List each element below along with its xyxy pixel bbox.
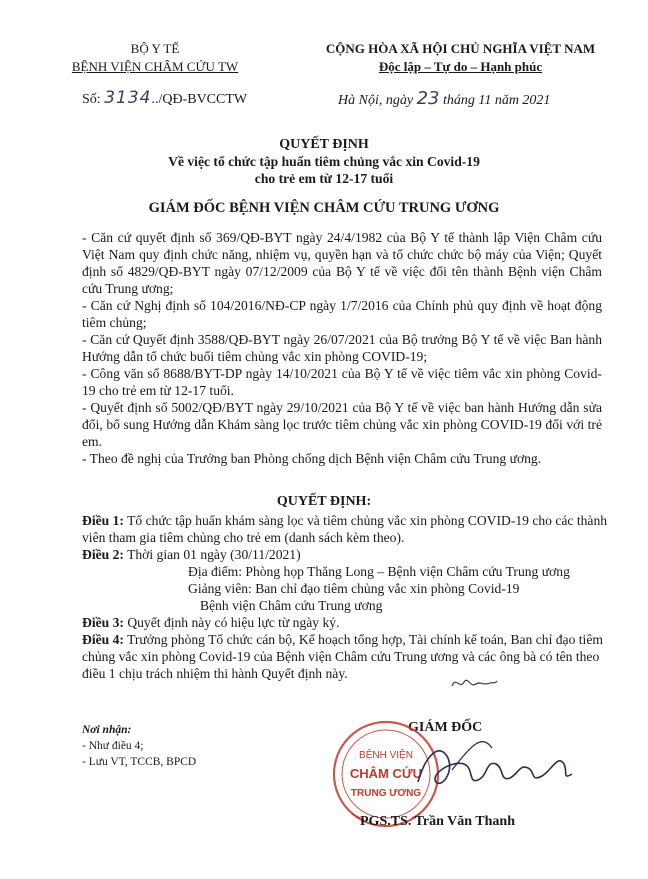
hospital-name: BỆNH VIỆN CHÂM CỨU TW: [71, 59, 239, 74]
handwritten-day: 23: [416, 88, 440, 109]
article-2-lecturer-org: Bệnh viện Châm cứu Trung ương: [200, 598, 383, 613]
article-2-place: Địa điểm: Phòng họp Thăng Long – Bệnh viện Châm cứu Trung ương: [188, 564, 570, 579]
motto: Độc lập – Tự do – Hạnh phúc: [378, 59, 543, 74]
recipient-item: - Như điều 4;: [82, 740, 144, 752]
handwritten-signature: [412, 724, 582, 804]
signer-title: GIÁM ĐỐC: [408, 720, 483, 735]
document-number: Số: 3134../QĐ-BVCCTW: [82, 88, 248, 108]
article-1: Điều 1: Tổ chức tập huấn khám sàng lọc và tiêm chủng vắc xin phòng COVID-19 cho các thành viên tham gia tiêm chủng cho trẻ em (danh sách kèm theo).: [82, 513, 608, 545]
recipients-label: Nơi nhận:: [82, 724, 132, 736]
initials-signature: [450, 674, 498, 692]
ministry-name: BỘ Y TẾ: [130, 41, 180, 56]
nation-block: [298, 40, 623, 76]
articles: [82, 512, 612, 682]
stamp-line1: BỆNH VIỆN: [359, 750, 413, 761]
legal-basis: [82, 229, 602, 467]
stamp-line2: CHÂM CỨU: [349, 766, 423, 781]
issuer-block: [40, 40, 270, 76]
handwritten-number: 3134: [104, 88, 152, 108]
basis-item: - Căn cứ Quyết định 3588/QĐ-BYT ngày 26/07/2021 của Bộ trưởng Bộ Y tế về việc Ban hành Hướng dẫn tổ chức buổi tiêm chủng vắc xin phòng COVID-19;: [82, 332, 602, 364]
basis-item: - Theo đề nghị của Trưởng ban Phòng chống dịch Bệnh viện Châm cứu Trung ương.: [82, 451, 542, 466]
doc-title: QUYẾT ĐỊNH: [279, 137, 369, 152]
doc-subject-line1: Về việc tổ chức tập huấn tiêm chủng vắc xin Covid-19: [168, 154, 480, 169]
nation-title: CỘNG HÒA XÃ HỘI CHỦ NGHĨA VIỆT NAM: [325, 41, 596, 56]
article-4: Điều 4: Trưởng phòng Tổ chức cán bộ, Kế hoạch tổng hợp, Tài chính kế toán, Ban chỉ đạo tiêm chủng vắc xin phòng Covid-19 của Bệnh viện Châm cứu Trung ương và các ông bà có tên theo điều 1 chịu trách nhiệm thi hành Quyết định này.: [82, 632, 603, 681]
recipients: [82, 722, 196, 770]
basis-item: - Căn cứ Nghị định số 104/2016/NĐ-CP ngày 1/7/2016 của Chính phủ quy định về hoạt động tiêm chủng;: [82, 298, 602, 330]
article-3: Điều 3: Quyết định này có hiệu lực từ ngày ký.: [82, 615, 340, 630]
document-date: Hà Nội, ngày 23 tháng 11 năm 2021: [338, 88, 551, 109]
basis-item: - Quyết định số 5002/QĐ/BYT ngày 29/10/2021 của Bộ Y tế về việc ban hành Hướng dẫn sửa đổi, bổ sung Hướng dẫn Khám sàng lọc trước tiêm chủng vắc xin phòng COVID-19 đối với trẻ em.: [82, 400, 602, 449]
recipient-item: - Lưu VT, TCCB, BPCD: [82, 756, 197, 768]
basis-item: - Căn cứ quyết định số 369/QĐ-BYT ngày 24/4/1982 của Bộ Y tế thành lập Viện Châm cứu Việt Nam quy định chức năng, nhiệm vụ, quyền hạn và tổ chức chức bộ máy của Viện; Quyết định số 4829/QĐ-BYT ngày 07/12/2009 của Bộ Y tế về việc đổi tên thành Bệnh viện Châm cứu Trung ương;: [82, 230, 602, 296]
article-2: Điều 2: Thời gian 01 ngày (30/11/2021): [82, 547, 301, 562]
article-2-lecturer: Giảng viên: Ban chỉ đạo tiêm chủng vắc xin phòng Covid-19: [188, 581, 520, 596]
basis-item: - Công văn số 8688/BYT-DP ngày 14/10/2021 của Bộ Y tế về việc tiêm vắc xin phòng Covid-19 cho trẻ em từ 12-17 tuổi.: [82, 366, 602, 398]
stamp-line3: TRUNG ƯƠNG: [350, 788, 422, 799]
authority-title: GIÁM ĐỐC BỆNH VIỆN CHÂM CỨU TRUNG ƯƠNG: [148, 200, 500, 216]
decision-heading: QUYẾT ĐỊNH:: [276, 494, 372, 509]
doc-subject-line2: cho trẻ em từ 12-17 tuổi: [254, 171, 394, 186]
signer-name: PGS.TS. Trần Văn Thanh: [360, 814, 515, 829]
